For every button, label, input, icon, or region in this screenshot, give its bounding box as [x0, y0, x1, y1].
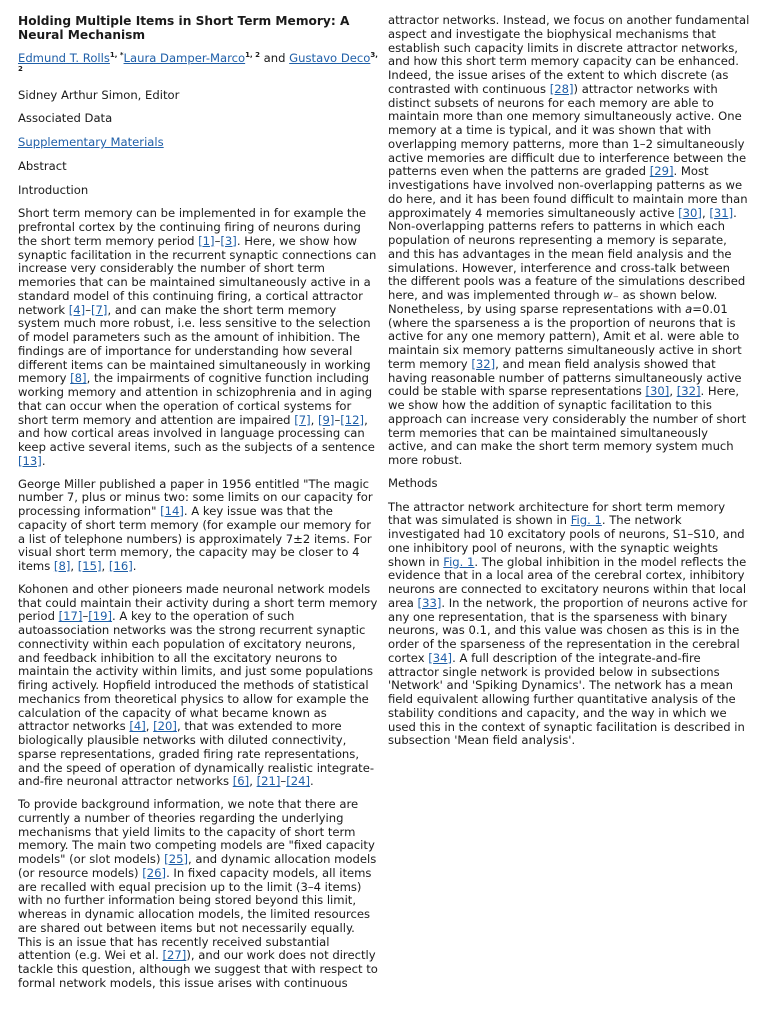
- intro-paragraph-3: Kohonen and other pioneers made neuronal network models that could maintain their activity during a short term memory period [17]–[19]. A key to the operation of such autoassociation networks was the strong recurrent synaptic connectivity within each population of excitatory neurons, and feedback inhibition to all the excitatory neurons to maintain the activity within limits, and just some populations firing actively. Hopfield introduced the methods of statistical mechanics from theoretical physics to allow for example the calculation of the capacity of what became known as attractor networks [4], [20], that was extended to more biologically plausible networks with diluted connectivity, sparse representations, graded firing rate representations, and the speed of operation of dynamically realistic integrate-and-fire neuronal attractor networks [6], [21]–[24].: [18, 581, 378, 789]
- abstract-heading: Abstract: [18, 158, 67, 173]
- citation-link[interactable]: [21]: [256, 774, 281, 789]
- author-link-deco[interactable]: Gustavo Deco: [289, 51, 371, 65]
- citation-link[interactable]: [29]: [649, 164, 674, 179]
- intro-paragraph-4: To provide background information, we note that there are currently a number of theories regarding the underlying mechanisms that yield limits to the capacity of short term memory. The main two competing models are "fixed capacity models" (or slot models) [25], and dynamic allocation models (or resource models) [26]. In fixed capacity models, all items are recalled with equal precision up to the limit (3–4 items) with no further information being stored beyond this limit, whereas in dynamic allocation models, the limited resources are shared out between items but not necessarily equally. This is an issue that has recently received substantial attention (e.g. Wei et al. [27]), and our work does not directly tackle this question, although we suggest that with respect to formal network models, this issue arises with continuous: [18, 797, 378, 990]
- citation-link[interactable]: [16]: [108, 559, 133, 573]
- author-affiliation: 1, 2: [245, 51, 260, 60]
- author-link-rolls[interactable]: Edmund T. Rolls: [18, 51, 110, 65]
- intro-paragraph-1: Short term memory can be implemented in for example the prefrontal cortex by the continuing firing of neurons during the short term memory period [1]–[3]. Here, we show how synaptic facilitation in the recurrent synaptic connections can increase very considerably the number of short term memories that can be maintained simultaneously active in a standard model of this continuing firing, a cortical attractor network [4]–[7], and can make the short term memory system much more robust, i.e. less sensitive to the selection of model parameters such as the amount of inhibition. The findings are of importance for understanding how several different items can be maintained simultaneously in working memory [8], the impairments of cognitive function including working memory and attention in schizophrenia and in aging that can occur when the operation of cortical systems for short term memory and attention are impaired [7], [9]–[12], and how cortical areas involved in language processing can keep active several items, such as the subjects of a sentence [13].: [18, 206, 377, 468]
- author-affiliation: 1, *: [109, 51, 124, 60]
- citation-link[interactable]: [15]: [77, 559, 102, 573]
- figure-link[interactable]: Fig. 1: [443, 554, 475, 569]
- editor-line: Sidney Arthur Simon, Editor: [18, 87, 180, 102]
- methods-paragraph-1: The attractor network architecture for short term memory that was simulated is shown in Fig. 1. The network investigated had 10 excitatory pools of neurons, S1–S10, and one inhibitory pool of neurons, with the synaptic weights shown in Fig. 1. The global inhibition in the model reflects the evidence that in a local area of the cerebral cortex, inhibitory neurons are connected to excitatory neurons within that local area [33]. In the network, the proportion of neurons active for any one representation, that is the sparseness with binary neurons, was 0.1, and this value was chosen as this is in the order of the sparseness of the representation in the cerebral cortex [34]. A full description of the integrate-and-fire attractor single network is provided below in subsections 'Network' and 'Spiking Dynamics'. The network has a mean field equivalent allowing further quantitative analysis of the stability conditions and capacity, and the way in which we used this in the context of synaptic facilitation is described in subsection 'Mean field analysis'.: [388, 499, 748, 748]
- supplementary-materials-link[interactable]: Supplementary Materials: [18, 135, 164, 149]
- citation-link[interactable]: [12]: [340, 412, 365, 427]
- citation-link[interactable]: [19]: [88, 609, 113, 624]
- citation-link[interactable]: [30]: [678, 205, 702, 220]
- intro-paragraph-2: George Miller published a paper in 1956 entitled "The magic number 7, plus or minus two: some limits on our capacity for processing information" [14]. A key issue was that the capacity of short term memory (for example our memory for a list of telephone numbers) is approximately 7±2 items. For visual short term memory, the capacity may be closer to 4 items [8], [15], [16].: [18, 476, 373, 573]
- citation-link[interactable]: [8]: [70, 371, 87, 386]
- citation-link[interactable]: [17]: [58, 609, 83, 624]
- citation-link[interactable]: [7]: [294, 412, 311, 427]
- left-column: [18, 14, 380, 1000]
- citation-link[interactable]: [32]: [676, 384, 701, 399]
- author-link-damper-marco[interactable]: Laura Damper-Marco: [123, 51, 246, 65]
- author-affiliation: 3, 2: [18, 51, 378, 73]
- citation-link[interactable]: [27]: [162, 948, 187, 963]
- associated-data-heading: Associated Data: [18, 111, 113, 126]
- citation-link[interactable]: [4]: [68, 302, 86, 317]
- citation-link[interactable]: [20]: [153, 719, 177, 734]
- citation-link[interactable]: [14]: [160, 504, 184, 518]
- figure-link[interactable]: Fig. 1: [570, 513, 602, 528]
- and-word: and: [263, 51, 286, 65]
- introduction-heading: Introduction: [18, 182, 89, 197]
- citation-link[interactable]: [8]: [53, 559, 71, 573]
- citation-link[interactable]: [25]: [164, 852, 188, 866]
- citation-link[interactable]: [6]: [232, 774, 250, 789]
- citation-link[interactable]: [34]: [428, 650, 453, 665]
- citation-link[interactable]: [28]: [549, 81, 574, 96]
- methods-heading: Methods: [388, 475, 438, 490]
- citation-link[interactable]: [1]: [198, 233, 215, 248]
- citation-link[interactable]: [26]: [142, 865, 167, 880]
- citation-link[interactable]: [4]: [129, 719, 146, 734]
- citation-link[interactable]: [24]: [286, 774, 310, 789]
- article-title: Holding Multiple Items in Short Term Memory: A Neural Mechanism: [18, 14, 350, 42]
- citation-link[interactable]: [7]: [91, 302, 108, 317]
- right-column: [388, 14, 750, 757]
- intro-paragraph-4-continued: attractor networks. Instead, we focus on another fundamental aspect and investigate the biophysical mechanisms that establish such capacity limits in discrete attractor networks, and how this short term memory capacity can be enhanced. Indeed, the issue arises of the extent to which discrete (as contrasted with continuous [28]) attractor networks with distinct subsets of neurons for each memory are able to maintain more than one memory simultaneously active. One memory at a time is typical, and it was shown that with overlapping memory patterns, more than 1–2 simultaneously active memories are difficult due to interference between the patterns even when the patterns are graded [29]. Most investigations have involved non-overlapping patterns as we do here, and it has been found difficult to maintain more than approximately 4 memories simultaneously active [30], [31]. Non-overlapping patterns refers to patterns in which each population of neurons representing a memory is separate, and this has advantages in the mean field analysis and the simulations. However, interference and cross-talk between the different pools was a feature of the simulations described here, and was implemented through w₋ as shown below. Nonetheless, by using sparse representations with a=0.01 (where the sparseness a is the proportion of neurons that is active for any one memory pattern), Amit et al. were able to maintain six memory patterns simultaneously active in short term memory [32], and mean field analysis showed that having reasonable number of patterns simultaneously active could be stable with sparse representations [30], [32]. Here, we show how the addition of synaptic facilitation to this approach can increase very considerably the number of short term memories that can be maintained simultaneously active, and can make the short term memory system much more robust.: [388, 13, 750, 467]
- author-list: [18, 52, 380, 80]
- citation-link[interactable]: [13]: [18, 453, 42, 468]
- citation-link[interactable]: [33]: [417, 595, 442, 610]
- citation-link[interactable]: [31]: [709, 205, 734, 220]
- citation-link[interactable]: [3]: [220, 233, 237, 248]
- citation-link[interactable]: [9]: [318, 412, 335, 427]
- citation-link[interactable]: [32]: [471, 356, 496, 371]
- citation-link[interactable]: [30]: [645, 384, 670, 399]
